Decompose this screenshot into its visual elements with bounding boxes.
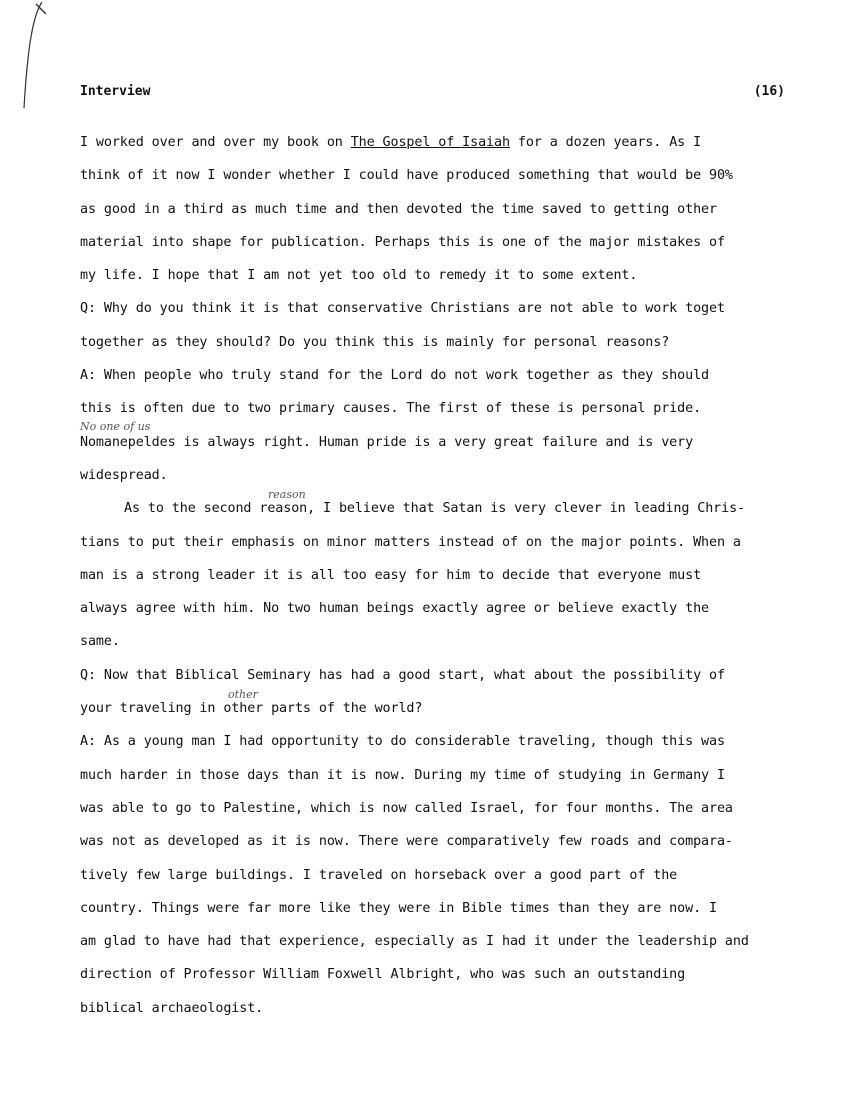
answer-line: A: When people who truly stand for the Lord do not work together as they should <box>80 368 709 384</box>
text-line: as good in a third as much time and then devoted the time saved to getting other <box>80 201 717 217</box>
paragraph-line: As to the second reason, I believe that Satan is very clever in leading Chris- <box>124 501 746 517</box>
text-line: material into shape for publication. Perhaps this is one of the major mistakes of <box>80 234 725 250</box>
answer-line: A: As a young man I had opportunity to do considerable traveling, though this was <box>80 734 725 750</box>
handwritten-correction-other: other <box>228 688 258 701</box>
text-line: tians to put their emphasis on minor matters instead of on the major points. When a <box>80 534 741 550</box>
text-line: widespread. <box>80 467 168 483</box>
text-line: my life. I hope that I am not yet too old to remedy it to some extent. <box>80 268 638 284</box>
text-line: biblical archaeologist. <box>80 1000 264 1016</box>
text-line: man is a strong leader it is all too easy for him to decide that everyone must <box>80 567 702 583</box>
running-header-title: Interview <box>80 84 151 99</box>
question-line: Q: Now that Biblical Seminary has had a good start, what about the possibility of <box>80 667 725 683</box>
text-line: your traveling in other parts of the world? <box>80 701 423 717</box>
handwritten-correction-reason: reason <box>268 488 306 501</box>
book-title: The Gospel of Isaiah <box>350 135 510 150</box>
text-line: am glad to have had that experience, especially as I had it under the leadership and <box>80 934 749 950</box>
text-line: Nomanepeldes is always right. Human pride is a very great failure and is very <box>80 434 694 450</box>
text-line: tively few large buildings. I traveled on horseback over a good part of the <box>80 867 678 883</box>
question-line: Q: Why do you think it is that conservative Christians are not able to work toget <box>80 301 725 317</box>
text-line: same. <box>80 634 120 650</box>
text-line: always agree with him. No two human beings exactly agree or believe exactly the <box>80 601 709 617</box>
text-line: country. Things were far more like they were in Bible times than they are now. I <box>80 900 717 916</box>
text-line: together as they should? Do you think this is mainly for personal reasons? <box>80 334 670 350</box>
text-line: direction of Professor William Foxwell Albright, who was such an outstanding <box>80 967 686 983</box>
pen-stroke-mark <box>16 0 46 110</box>
text-line: much harder in those days than it is now. During my time of studying in Germany I <box>80 767 725 783</box>
interview-body-text <box>80 126 792 1025</box>
page-number: (16) <box>753 84 785 99</box>
text-line: think of it now I wonder whether I could have produced something that would be 90% <box>80 168 733 184</box>
text-line: I worked over and over my book on The Gospel of Isaiah for a dozen years. As I <box>80 135 702 150</box>
handwritten-correction-no-one-of-us: No one of us <box>80 420 151 433</box>
text-line: this is often due to two primary causes. The first of these is personal pride. <box>80 401 702 417</box>
text-line: was not as developed as it is now. There were comparatively few roads and compara- <box>80 834 733 850</box>
text-line: was able to go to Palestine, which is now called Israel, for four months. The area <box>80 800 733 816</box>
